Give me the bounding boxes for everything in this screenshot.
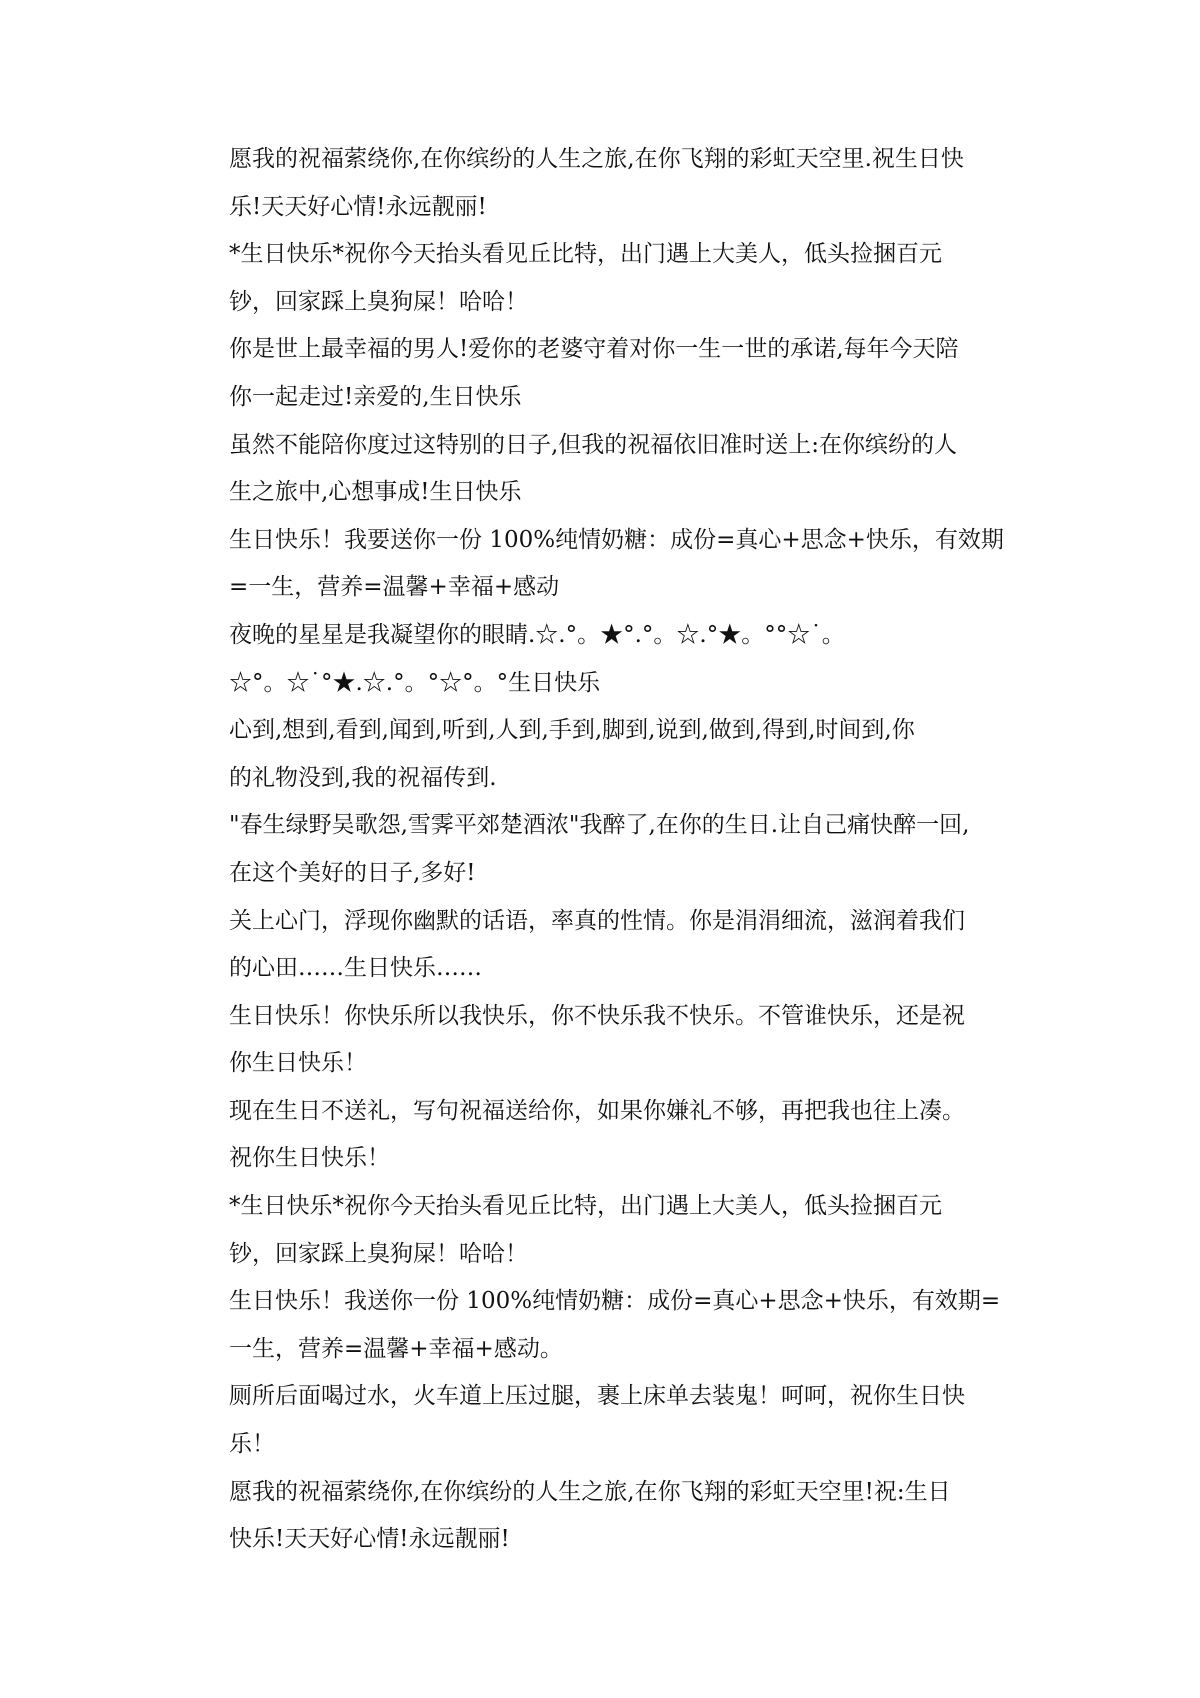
paragraph-15 (183, 1469, 1033, 1564)
paragraph-3 (183, 326, 1033, 421)
paragraph-line: 你一起走过!亲爱的,生日快乐 (229, 383, 522, 410)
paragraph-10 (183, 993, 1033, 1088)
paragraph-line: 乐！ (229, 1431, 275, 1458)
paragraph-line: 愿我的祝福萦绕你,在你缤纷的人生之旅,在你飞翔的彩虹天空里!祝:生日 (229, 1478, 951, 1505)
paragraph-line: 的礼物没到,我的祝福传到. (229, 764, 497, 791)
paragraph-line: 生日快乐！我要送你一份 100%纯情奶糖：成份=真心+思念+快乐，有效期 (229, 526, 1004, 553)
paragraph-line: 夜晚的星星是我凝望你的眼睛.☆.°。★°.°。☆.°★。°°☆˙。 (229, 621, 845, 648)
paragraph-8 (183, 802, 1033, 897)
paragraph-14 (183, 1373, 1033, 1468)
paragraph-1 (183, 136, 1033, 231)
paragraph-line: 愿我的祝福萦绕你,在你缤纷的人生之旅,在你飞翔的彩虹天空里.祝生日快 (229, 146, 964, 172)
paragraph-line: 现在生日不送礼，写句祝福送给你，如果你嫌礼不够，再把我也往上凑。 (229, 1097, 965, 1124)
paragraph-13 (183, 1278, 1033, 1373)
paragraph-line: 厕所后面喝过水，火车道上压过腿，裹上床单去装鬼！呵呵，祝你生日快 (229, 1383, 965, 1410)
paragraph-line: *生日快乐*祝你今天抬头看见丘比特，出门遇上大美人，低头捡捆百元 (229, 241, 942, 268)
document-body (183, 136, 1033, 1564)
paragraph-line: ☆°。☆˙°★.☆.°。°☆°。°生日快乐 (229, 669, 601, 696)
paragraph-9 (183, 898, 1033, 993)
paragraph-line: "春生绿野吴歌怨,雪霁平郊楚酒浓"我醉了,在你的生日.让自己痛快醉一回, (229, 812, 970, 839)
paragraph-11 (183, 1088, 1033, 1183)
paragraph-line: 生之旅中,心想事成!生日快乐 (229, 479, 522, 506)
paragraph-6 (183, 612, 1033, 707)
paragraph-line: 你生日快乐！ (229, 1050, 367, 1077)
paragraph-line: 祝你生日快乐！ (229, 1145, 390, 1172)
paragraph-line: 虽然不能陪你度过这特别的日子,但我的祝福依旧准时送上:在你缤纷的人 (229, 431, 958, 458)
paragraph-2 (183, 231, 1033, 326)
paragraph-line: 心到,想到,看到,闻到,听到,人到,手到,脚到,说到,做到,得到,时间到,你 (229, 717, 915, 744)
paragraph-line: 生日快乐！你快乐所以我快乐，你不快乐我不快乐。不管谁快乐，还是祝 (229, 1002, 965, 1029)
paragraph-line: =一生，营养=温馨+幸福+感动 (229, 574, 560, 601)
paragraph-line: 在这个美好的日子,多好! (229, 859, 476, 886)
paragraph-line: 钞，回家踩上臭狗屎！哈哈！ (229, 288, 528, 315)
paragraph-line: 生日快乐！我送你一份 100%纯情奶糖：成份=真心+思念+快乐，有效期= (229, 1288, 1001, 1315)
paragraph-7 (183, 707, 1033, 802)
paragraph-line: 快乐!天天好心情!永远靓丽! (229, 1526, 510, 1553)
paragraph-line: 一生，营养=温馨+幸福+感动。 (229, 1335, 563, 1362)
paragraph-line: 的心田……生日快乐…… (229, 955, 482, 982)
paragraph-5 (183, 517, 1033, 612)
paragraph-12 (183, 1183, 1033, 1278)
paragraph-4 (183, 422, 1033, 517)
paragraph-line: 钞，回家踩上臭狗屎！哈哈！ (229, 1240, 528, 1267)
paragraph-line: 关上心门，浮现你幽默的话语，率真的性情。你是涓涓细流，滋润着我们 (229, 907, 965, 934)
paragraph-line: 乐!天天好心情!永远靓丽! (229, 193, 487, 220)
paragraph-line: 你是世上最幸福的男人!爱你的老婆守着对你一生一世的承诺,每年今天陪 (229, 336, 959, 363)
paragraph-line: *生日快乐*祝你今天抬头看见丘比特，出门遇上大美人，低头捡捆百元 (229, 1193, 942, 1220)
